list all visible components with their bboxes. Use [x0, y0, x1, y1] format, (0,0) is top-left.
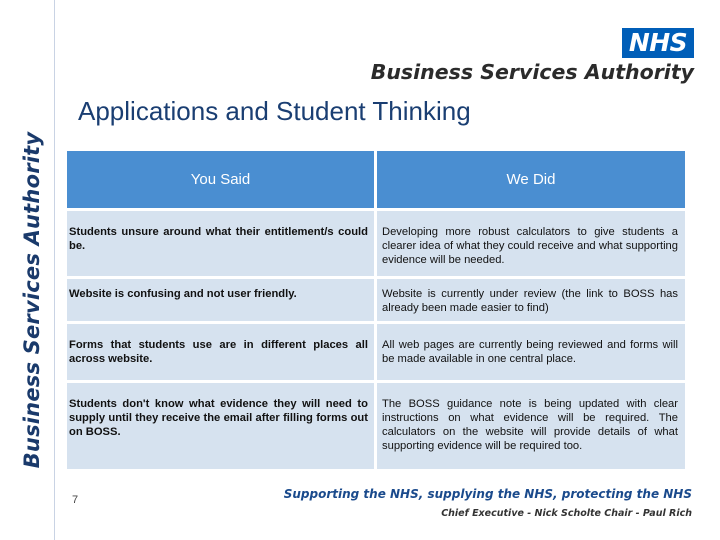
page-title: Applications and Student Thinking — [78, 96, 471, 126]
footer-credits: Chief Executive - Nick Scholte Chair - Paul Rich — [441, 508, 692, 519]
table-row — [67, 324, 685, 380]
header-you-said: You Said — [67, 151, 374, 208]
you-said-cell: Students don't know what evidence they will need to supply until they receive the email after filling forms out on BOSS. — [67, 383, 374, 469]
side-divider — [54, 0, 55, 540]
you-said-cell: Forms that students use are in different places all across website. — [67, 324, 374, 380]
we-did-cell: The BOSS guidance note is being updated with clear instructions on what evidence will be required. The calculators on the website will provide details of what supporting evidence will be required too. — [377, 383, 685, 469]
table-row — [67, 279, 685, 321]
side-band — [0, 0, 50, 540]
footer-slogan: Supporting the NHS, supplying the NHS, protecting the NHS — [283, 487, 692, 501]
org-name: Business Services Authority — [370, 60, 694, 84]
table-header-row — [67, 151, 685, 208]
nhs-logo: NHS — [622, 28, 694, 58]
we-did-cell: All web pages are currently being reviewed and forms will be made available in one central place. — [377, 324, 685, 380]
table-row — [67, 211, 685, 276]
we-did-cell: Website is currently under review (the link to BOSS has already been made easier to find) — [377, 279, 685, 321]
table-row — [67, 383, 685, 469]
header-we-did: We Did — [377, 151, 685, 208]
you-said-cell: Students unsure around what their entitlement/s could be. — [67, 211, 374, 276]
we-did-cell: Developing more robust calculators to give students a clearer idea of what they could receive and what supporting evidence will be needed. — [377, 211, 685, 276]
sidebar-brand-text: Business Services Authority — [20, 131, 44, 469]
page-number: 7 — [72, 494, 79, 506]
you-said-we-did-table — [67, 151, 685, 469]
you-said-cell: Website is confusing and not user friendly. — [67, 279, 374, 321]
